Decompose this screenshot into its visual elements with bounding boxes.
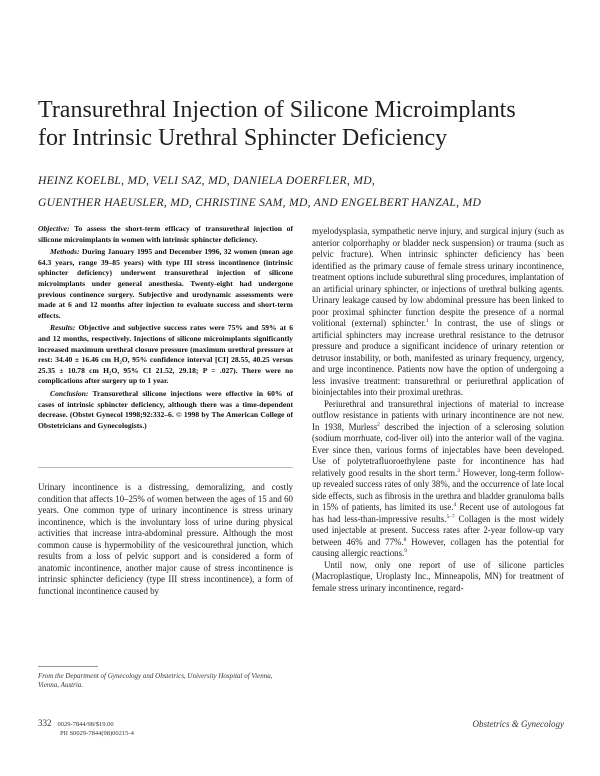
methods-label: Methods: [50, 247, 80, 257]
pii: PII S0029-7844(98)00215-4 [60, 729, 134, 737]
text-run: Collagen is the most widely used injectable at present. Success rates after 2-year follow-up vary between 46% and 77%. [312, 513, 564, 547]
methods-text: During January 1995 and December 1996, 32 women (mean age 64.3 years, range 39–85 years) with type III stress incontinence (intrinsic sphincter deficiency) underwent transurethral injection of silicone microimplants under general anesthesia. Twenty-eight had undergone previous continence surgery. Subjective and urodynamic assessments were made at 6 and 12 months after injection to evaluate success and short-term effects. [38, 247, 293, 320]
abstract-results [38, 323, 293, 387]
author-list [38, 170, 578, 214]
citation-4: 4 [453, 502, 457, 509]
body-column-right [312, 226, 564, 594]
title-line-1: Transurethral Injection of Silicone Microimplants [38, 97, 516, 123]
text-run: However, collagen has the potential for causing allergic reactions. [312, 536, 565, 558]
title-line-2: for Intrinsic Urethral Sphincter Deficiency [38, 125, 448, 151]
citation-5-7: 5–7 [446, 513, 455, 520]
objective-text: To assess the short-term efficacy of transurethral injection of silicone microimplants in women with intrinsic sphincter deficiency. [38, 224, 293, 244]
footnote-divider [38, 666, 98, 667]
results-label: Results: [50, 323, 76, 333]
conclusion-text: Transurethral silicone injections were effective in 60% of cases of intrinsic sphincter deficiency, although there was a time-dependent decrease. (Obstet Gynecol 1998;92:332–6. © 1998 by The American College of Obstetricians and Gynecologists.) [38, 388, 293, 430]
citation-9: 9 [404, 548, 407, 555]
text-run: Periurethral and transurethral injections of material to increase outflow resistance in patients with urinary incontinence are not new. In 1938, Murless [312, 398, 564, 432]
authors-line-2: GUENTHER HAEUSLER, MD, CHRISTINE SAM, MD, AND ENGELBERT HANZAL, MD [38, 196, 482, 209]
journal-name: Obstetrics & Gynecology [472, 719, 564, 729]
citation-8: 8 [403, 536, 407, 543]
abstract-objective [38, 224, 293, 245]
objective-label: Objective: [38, 224, 70, 233]
citation-2: 2 [377, 421, 380, 428]
abstract-methods [38, 247, 293, 321]
paragraph-history [312, 399, 564, 560]
text-run: Recent use of autologous fat has had less-than-impressive results. [312, 502, 564, 524]
abstract-conclusion [38, 389, 293, 431]
text-run: In contrast, the use of slings or artificial sphincters may increase urethral resistance to the detrusor pressure and produce a significant incidence of urinary retention or detrusor instability, or both, manifested as urinary frequency, urgency, and urge incontinence. Patients now have the option of undergoing a less invasive treatment: transurethral or periurethral application of bioinjectables into their proximal urethras. [312, 318, 564, 397]
conclusion-label: Conclusion: [50, 388, 89, 398]
paragraph-silicone: Until now, only one report of use of silicone particles (Macroplastique, Uroplasty Inc., Minneapolis, MN) for treatment of female stress urinary incontinence, regard- [312, 559, 564, 593]
citation-3: 3 [457, 467, 461, 474]
text-run: myelodysplasia, sympathetic nerve injury, and surgical injury (such as anterior colporrhaphy or bladder neck suspension) or trauma (such as pelvic fracture). When intrinsic sphincter deficiency has been identified as the primary cause of female stress urinary incontinence, treatment options include suburethral sling procedures, implantation of an artificial urinary sphincter, or injections of urethral bulking agents. Urinary leakage caused by low abdominal pressure has been linked to poor proximal sphincter function despite the presence of a normal volitional (external) sphincter. [312, 226, 564, 328]
results-text: Objective and subjective success rates were 75% and 59% at 6 and 12 months, respectively. Injections of silicone microimplants significantly increased maximum urethral closure pressure (maximum urethral pressure at rest: 34.40 ± 16.46 cm H₂O, 95% confidence interval [CI] 28.55, 40.25 versus 25.35 ± 10.78 cm H₂O, 95% CI 21.52, 29.18; P = .027). There were no complications after surgery up to 1 year. [38, 323, 293, 386]
affiliation-footnote: From the Department of Gynecology and Obstetrics, University Hospital of Vienna, Vienna, Austria. [38, 672, 273, 689]
footer-left [38, 719, 298, 738]
paragraph-continuation [312, 226, 564, 399]
issn: 0029-7844/98/$19.00 [57, 721, 114, 728]
body-column-left [38, 482, 293, 597]
abstract [38, 224, 293, 433]
text-run: described the injection of a sclerosing solution (sodium morrhuate, cod-liver oil) into the anterior wall of the vagina. Ever since then, various forms of injectables have been developed. Use of polytetrafluoroethylene paste for incontinence has had relatively good results in the short term. [312, 421, 564, 478]
text-run: However, long-term follow-up revealed success rates of only 38%, and the occurrence of late local side effects, such as fibrosis in the urethra and bladder granuloma balls in 15% of patients, has limited its use. [312, 467, 564, 512]
authors-line-1: HEINZ KOELBL, MD, VELI SAZ, MD, DANIELA DOERFLER, MD, [38, 174, 376, 187]
intro-paragraph: Urinary incontinence is a distressing, demoralizing, and costly condition that affects 10–25% of women between the ages of 15 and 60 years. One common type of urinary incontinence is stress urinary incontinence, which is the involuntary loss of urine during physical activities that increase intra-abdominal pressure. Although the most common cause is hypermobility of the vesicourethral junction, which results from a loss of pelvic support and is considered a form of anatomic incontinence, another major cause of stress incontinence is intrinsic sphincter deficiency (type III stress incontinence), a form of functional incontinence caused by [38, 482, 293, 596]
citation-1: 1 [426, 318, 429, 325]
page-number: 332 [38, 718, 52, 728]
abstract-divider [38, 467, 293, 468]
article-title [38, 96, 568, 152]
